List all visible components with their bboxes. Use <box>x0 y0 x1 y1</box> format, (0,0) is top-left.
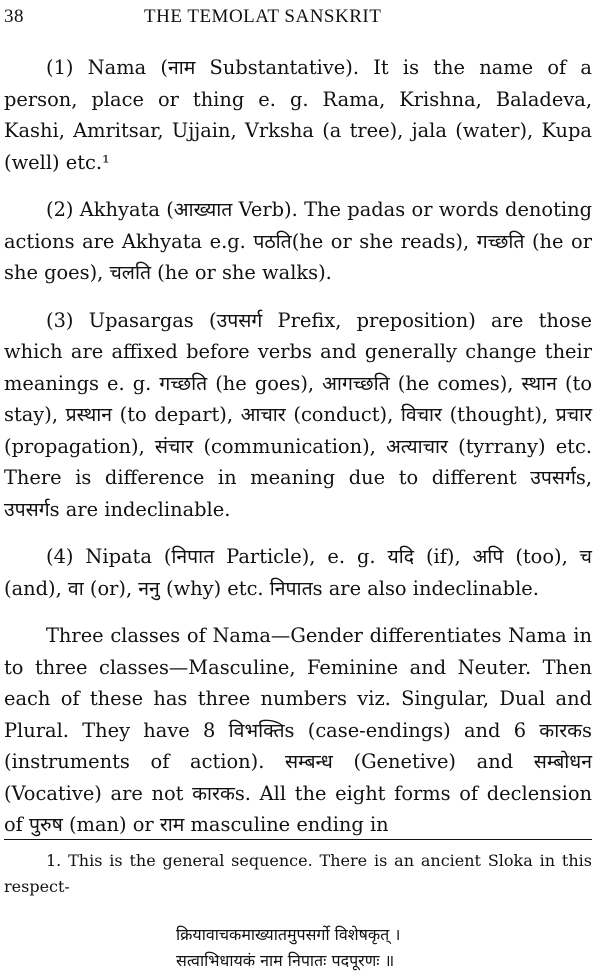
sloka-line-1: क्रियावाचकमाख्यातमुपसर्गो विशेषकृत् । <box>176 925 401 944</box>
paragraph-upasargas: (3) Upasargas (उपसर्ग Prefix, preposition) are those which are affixed before verbs and generally change their meanings e. g. गच्छति (he goes), आगच्छति (he comes), स्थान (to stay), प्रस्थान (to depart), आचार (conduct), विचार (thought), प्रचार (propagation), संचार (communication), अत्याचार (tyrrany) etc. There is difference in meaning due to different उपसर्गs, उपसर्गs are indeclinable. <box>4 308 592 521</box>
page-number: 38 <box>4 6 24 27</box>
footnote-text: 1. This is the general sequence. There is an ancient Sloka in this respect- <box>4 851 592 896</box>
body-text <box>4 52 592 841</box>
running-head <box>4 6 592 30</box>
paragraph-nama: (1) Nama (नाम Substantative). It is the name of a person, place or thing e. g. Rama, Krishna, Baladeva, Kashi, Amritsar, Ujjain, Vrksha (a tree), jala (water), Kupa (well) etc.¹ <box>4 56 592 174</box>
footnote <box>4 848 592 900</box>
paragraph-akhyata: (2) Akhyata (आख्यात Verb). The padas or words denoting actions are Akhyata e.g. पठति(he or she reads), गच्छति (he or she goes), चलति (he or she walks). <box>4 198 592 284</box>
paragraph-nipata: (4) Nipata (निपात Particle), e. g. यदि (if), अपि (too), च (and), वा (or), ननु (why) etc. निपातs are also indeclinable. <box>4 545 592 600</box>
footnote-divider <box>4 839 592 840</box>
paragraph-three-classes: Three classes of Nama—Gender differentiates Nama in to three classes—Masculine, Feminine and Neuter. Then each of these has three numbers viz. Singular, Dual and Plural. They have 8 विभक्तिs (case-endings) and 6 कारकs (instruments of action). सम्बन्ध (Genetive) and सम्बोधन (Vocative) are not कारकs. All the eight forms of declension of पुरुष (man) or राम masculine ending in <box>4 624 592 836</box>
book-title: THE TEMOLAT SANSKRIT <box>144 6 382 27</box>
sloka-verse <box>176 922 596 974</box>
sloka-line-2: सत्वाभिधायकं नाम निपातः पदपूरणः ॥ <box>176 951 395 970</box>
